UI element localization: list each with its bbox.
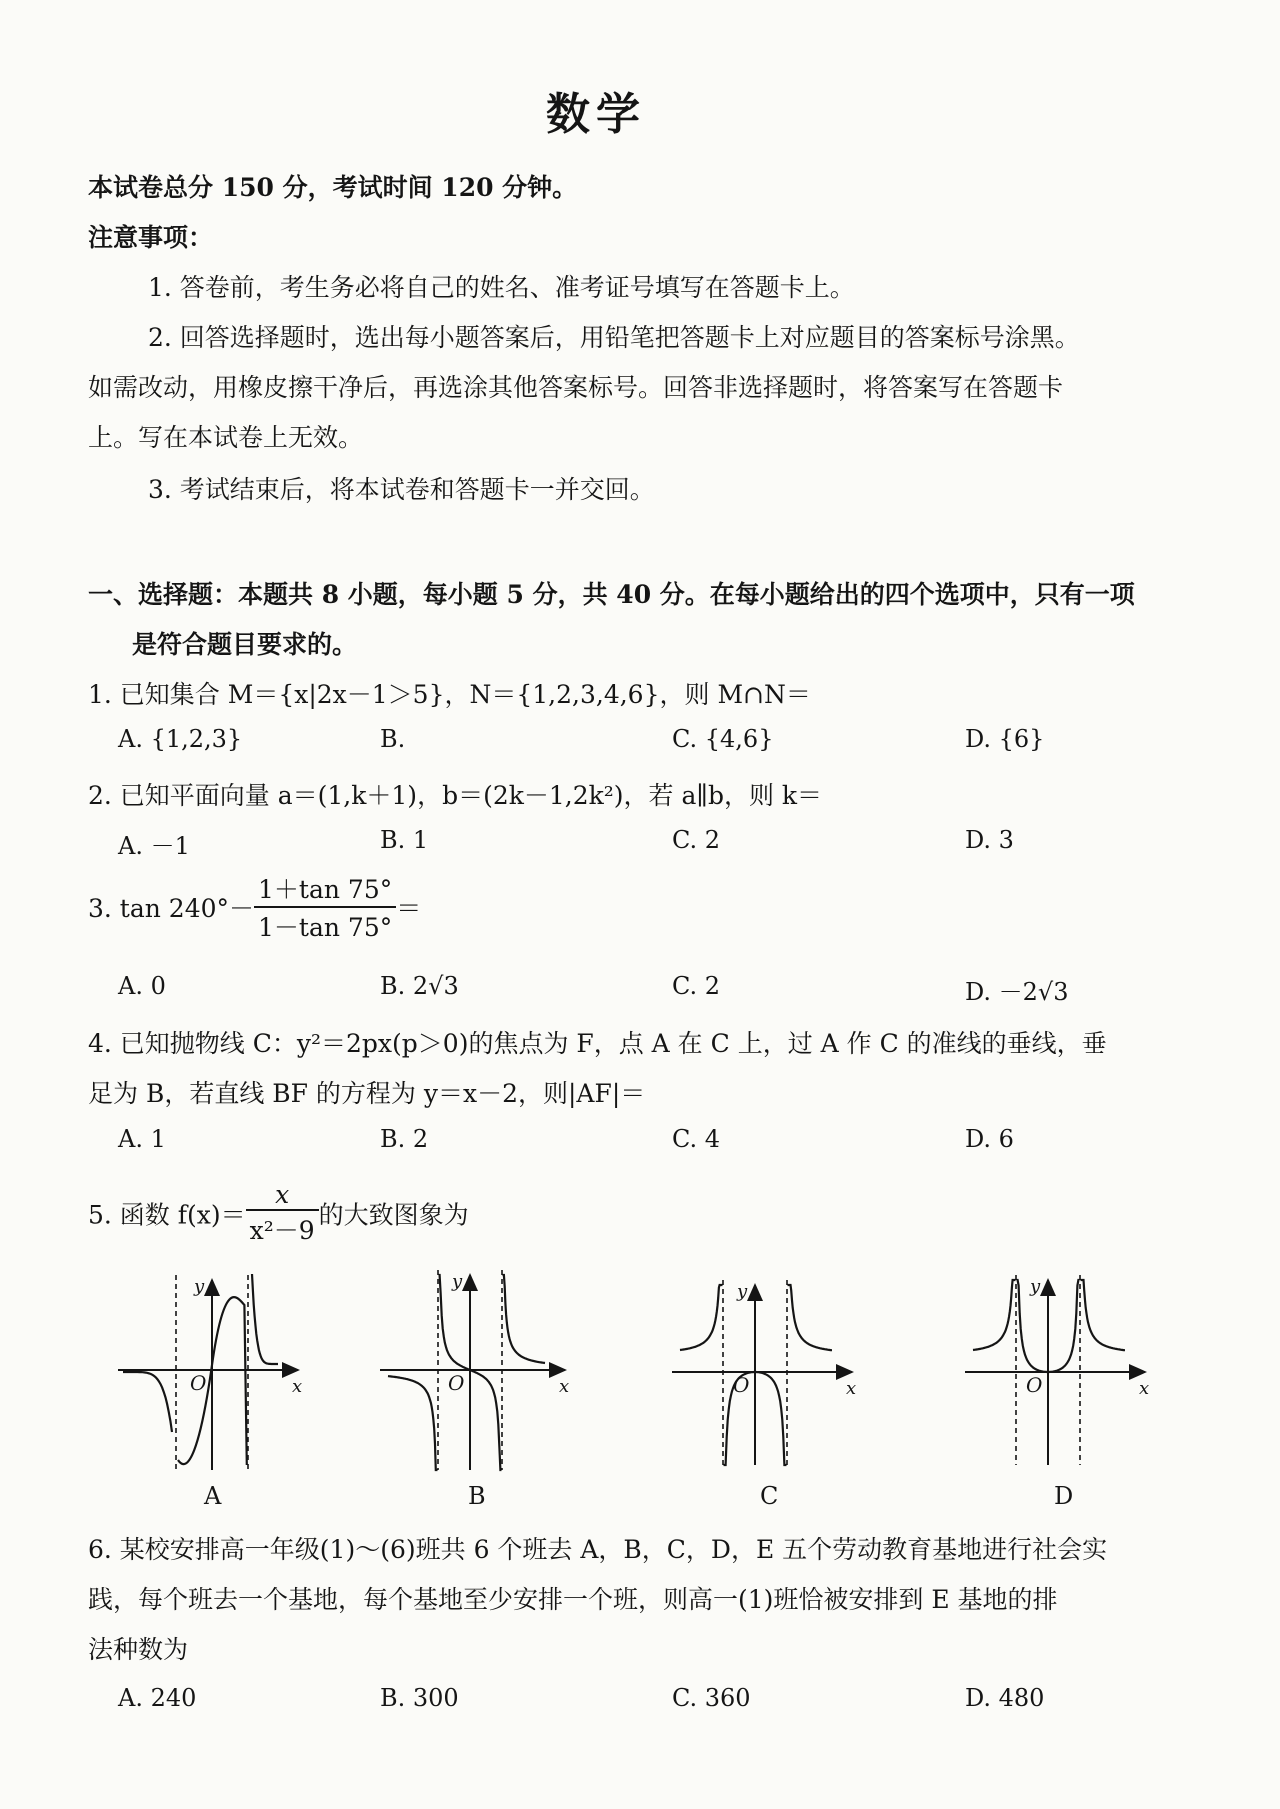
q5-numerator: x [246, 1180, 319, 1211]
notice-heading: 注意事项： [88, 223, 214, 252]
graph-d-origin-label: O [1026, 1373, 1043, 1397]
q1-stem: 1. 已知集合 M＝{x|2x－1＞5}，N＝{1,2,3,4,6}，则 M∩N＝ [88, 680, 811, 709]
q2-option-c: C. 2 [672, 826, 721, 854]
q6-stem-line3: 法种数为 [88, 1635, 189, 1664]
graph-d-x-label: x [1139, 1378, 1150, 1399]
q3-option-b: B. 2√3 [380, 972, 459, 1000]
graph-label-c: C [760, 1482, 779, 1510]
graph-d-branch-right [1081, 1280, 1126, 1350]
q5-suffix: 的大致图象为 [318, 1200, 469, 1230]
q6-stem-line1: 6. 某校安排高一年级(1)～(6)班共 6 个班去 A，B，C，D，E 五个劳动教育基地进行社会实 [88, 1535, 1108, 1564]
q2-option-a: A. －1 [118, 832, 190, 860]
q1-option-a: A. {1,2,3} [118, 725, 243, 753]
q6-stem-line2: 践，每个班去一个基地，每个基地至少安排一个班，则高一(1)班恰被安排到 E 基地的排 [88, 1585, 1058, 1614]
q3-option-a: A. 0 [118, 972, 166, 1000]
graph-label-b: B [468, 1482, 486, 1510]
graph-label-d: D [1054, 1482, 1074, 1510]
notice-1: 1. 答卷前，考生务必将自己的姓名、准考证号填写在答题卡上。 [148, 273, 855, 302]
graph-c-branch-right [788, 1285, 833, 1350]
graph-d-y-label: y [1030, 1276, 1041, 1297]
q3-stem [88, 870, 421, 944]
section-heading-cont: 是符合题目要求的。 [132, 630, 358, 659]
q4-option-a: A. 1 [118, 1125, 166, 1153]
graph-a-origin-label: O [190, 1371, 207, 1395]
q1-option-c: C. {4,6} [672, 725, 774, 753]
q5-stem [88, 1180, 469, 1247]
q1-option-d: D. {6} [965, 725, 1045, 753]
q4-option-d: D. 6 [965, 1125, 1014, 1153]
q6-option-c: C. 360 [672, 1684, 751, 1712]
page-title: 数学 [546, 89, 646, 140]
graph-b [380, 1270, 569, 1470]
q4-stem-line1: 4. 已知抛物线 C：y²＝2px(p＞0)的焦点为 F，点 A 在 C 上，过 A 作 C 的准线的垂线，垂 [88, 1029, 1107, 1058]
q5-fraction [246, 1180, 319, 1247]
q3-denominator: 1－tan 75° [258, 913, 393, 942]
q3-option-d: D. －2√3 [965, 978, 1069, 1006]
q4-option-b: B. 2 [380, 1125, 429, 1153]
q6-option-b: B. 300 [380, 1684, 459, 1712]
graph-b-branch-left [388, 1376, 438, 1470]
section-heading: 一、选择题：本题共 8 小题，每小题 5 分，共 40 分。在每小题给出的四个选项中，只有一项 [88, 580, 1135, 609]
q2-option-d: D. 3 [965, 826, 1014, 854]
graph-a-x-label: x [292, 1376, 303, 1397]
notice-2: 2. 回答选择题时，选出每小题答案后，用铅笔把答题卡上对应题目的答案标号涂黑。 [148, 323, 1080, 352]
graph-b-x-label: x [559, 1376, 570, 1397]
graph-d-branch-left [973, 1280, 1016, 1350]
notice-2-end: 上。写在本试卷上无效。 [88, 423, 364, 452]
score-time-line: 本试卷总分 150 分，考试时间 120 分钟。 [88, 173, 578, 202]
q2-option-b: B. 1 [380, 826, 429, 854]
graph-c-x-label: x [846, 1378, 857, 1399]
q4-stem-line2: 足为 B，若直线 BF 的方程为 y＝x－2，则|AF|＝ [88, 1079, 646, 1108]
graph-a [118, 1274, 302, 1470]
q4-option-c: C. 4 [672, 1125, 721, 1153]
graph-b-y-label: y [452, 1271, 463, 1292]
graph-c [672, 1280, 856, 1465]
graph-c-branch-left [680, 1285, 723, 1350]
q3-prefix: 3. tan 240°－ [88, 894, 255, 923]
q5-graphs [0, 1260, 1280, 1500]
notice-2-cont: 如需改动，用橡皮擦干净后，再选涂其他答案标号。回答非选择题时，将答案写在答题卡 [88, 373, 1064, 402]
graph-label-a: A [204, 1482, 222, 1510]
q3-numerator: 1＋tan 75° [254, 870, 396, 908]
q5-prefix: 5. 函数 f(x)＝ [88, 1200, 246, 1230]
graph-c-origin-label: O [733, 1373, 750, 1397]
graph-c-y-label: y [737, 1281, 748, 1302]
q1-option-b: B. [380, 725, 406, 753]
q2-stem: 2. 已知平面向量 a＝(1,k＋1)，b＝(2k－1,2k²)，若 a∥b，则 k＝ [88, 781, 823, 810]
graph-a-y-label: y [194, 1276, 205, 1297]
q6-option-d: D. 480 [965, 1684, 1045, 1712]
graph-a-branch-left [123, 1372, 172, 1432]
q3-suffix: ＝ [396, 894, 422, 923]
graph-b-branch-right [503, 1275, 546, 1363]
q3-fraction [254, 870, 396, 944]
graph-a-branch-right [252, 1274, 278, 1364]
q3-option-c: C. 2 [672, 972, 721, 1000]
notice-3: 3. 考试结束后，将本试卷和答题卡一并交回。 [148, 475, 655, 504]
graph-b-origin-label: O [448, 1371, 465, 1395]
q6-option-a: A. 240 [118, 1684, 197, 1712]
graph-d [965, 1275, 1149, 1465]
q5-denominator: x²－9 [249, 1216, 315, 1245]
